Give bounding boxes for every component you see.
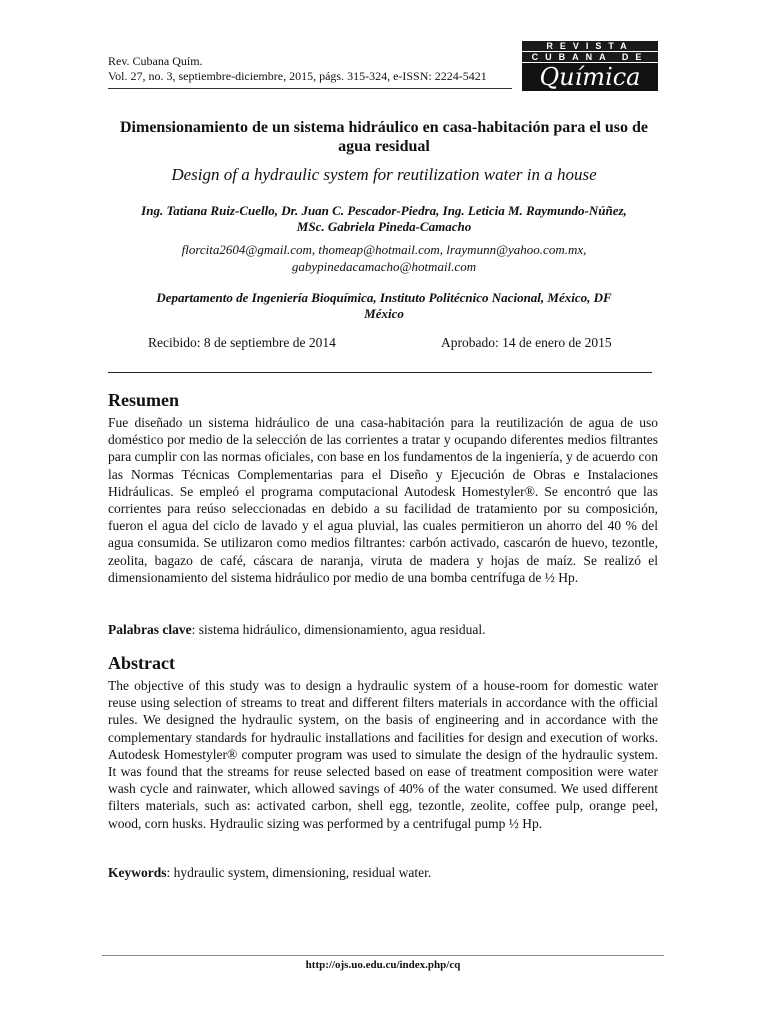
footer-url[interactable]: http://ojs.uo.edu.cu/index.php/cq xyxy=(305,959,461,971)
palabras-clave xyxy=(108,621,658,638)
author-emails: florcita2604@gmail.com, thomeap@hotmail.com, lraymunn@yahoo.com.mx, gabypinedacamacho@hotmail.com xyxy=(181,242,587,274)
logo-revista: REVISTA xyxy=(522,41,658,51)
page-header xyxy=(108,41,658,94)
approved-date: Aprobado: 14 de enero de 2015 xyxy=(441,335,612,350)
palabras-clave-label: Palabras clave xyxy=(108,622,192,637)
received-date: Recibido: 8 de septiembre de 2014 xyxy=(148,335,336,350)
journal-logo xyxy=(522,41,658,91)
author-list: Ing. Tatiana Ruiz-Cuello, Dr. Juan C. Pescador-Piedra, Ing. Leticia M. Raymundo-Núñez, MSc. Gabriela Pineda-Camacho xyxy=(141,203,627,234)
volume-info: Vol. 27, no. 3, septiembre-diciembre, 2015, págs. 315-324, e-ISSN: 2224-5421 xyxy=(108,69,487,83)
affiliation: Departamento de Ingeniería Bioquímica, Instituto Politécnico Nacional, México, DF México xyxy=(156,290,612,321)
keywords-text: : hydraulic system, dimensioning, residual water. xyxy=(166,865,432,880)
abstract-heading: Abstract xyxy=(108,653,175,673)
keywords-label: Keywords xyxy=(108,865,167,880)
resumen-body: Fue diseñado un sistema hidráulico de una casa-habitación para la reutilización de agua de uso doméstico por medio de la selección de las corrientes a tratar y ocupando diferentes medios filtrantes para cumplir con las normas oficiales, con base en los fundamentos de la ingeniería, y de acuerdo con las Normas Técnicas Complementarias para el Diseño y Ejecución de Obras e Instalaciones Hidráulicas. Se empleó el programa computacional Autodesk Homestyler®. Se encontró que las corrientes para reúso seleccionadas en debido a su facilidad de tratamiento por su composición, fueron el agua del ciclo de lavado y el agua pluvial, las cuales permitieron un ahorro del 40 % del agua consumida. Se utilizaron como medios filtrantes: carbón activado, cascarón de huevo, tezontle, zeolita, bagazo de café, cáscara de naranja, viruta de madera y hojas de maíz. Se realizó el dimensionamiento del sistema hidráulico por medio de una bomba centrífuga de ½ Hp. xyxy=(108,415,658,585)
footer-divider xyxy=(102,955,664,956)
section-divider xyxy=(108,372,652,373)
header-divider xyxy=(108,88,512,89)
abstract-body: The objective of this study was to design a hydraulic system of a house-room for domestic water reuse using selection of streams to treat and different filters materials in accordance with the official rules. We designed the hydraulic system, on the basis of engineering and in accordance with the complementary standards for hydraulic installations and facilities for design and execution of works. Autodesk Homestyler® computer program was used to simulate the design of the hydraulic system. It was found that the streams for reuse selected based on ease of treatment composition were water wash cycle and rainwater, which allowed savings of 40% of the water consumed. We used different filters materials, such as: activated carbon, shell egg, tezontle, zeolite, coffee pulp, orange peel, wood, corn husks. Hydraulic sizing was performed by a centrifugal pump ½ Hp. xyxy=(108,678,658,831)
resumen-heading: Resumen xyxy=(108,390,179,410)
logo-cubana: CUBANA DE xyxy=(522,52,658,62)
journal-name: Rev. Cubana Quím. xyxy=(108,54,203,68)
article-title: Dimensionamiento de un sistema hidráulico en casa-habitación para el uso de agua residual xyxy=(119,119,649,155)
palabras-clave-text: : sistema hidráulico, dimensionamiento, agua residual. xyxy=(191,622,486,637)
logo-quimica: Química xyxy=(522,63,658,91)
keywords xyxy=(108,864,658,881)
article-title-en: Design of a hydraulic system for reutilization water in a house xyxy=(171,165,597,184)
